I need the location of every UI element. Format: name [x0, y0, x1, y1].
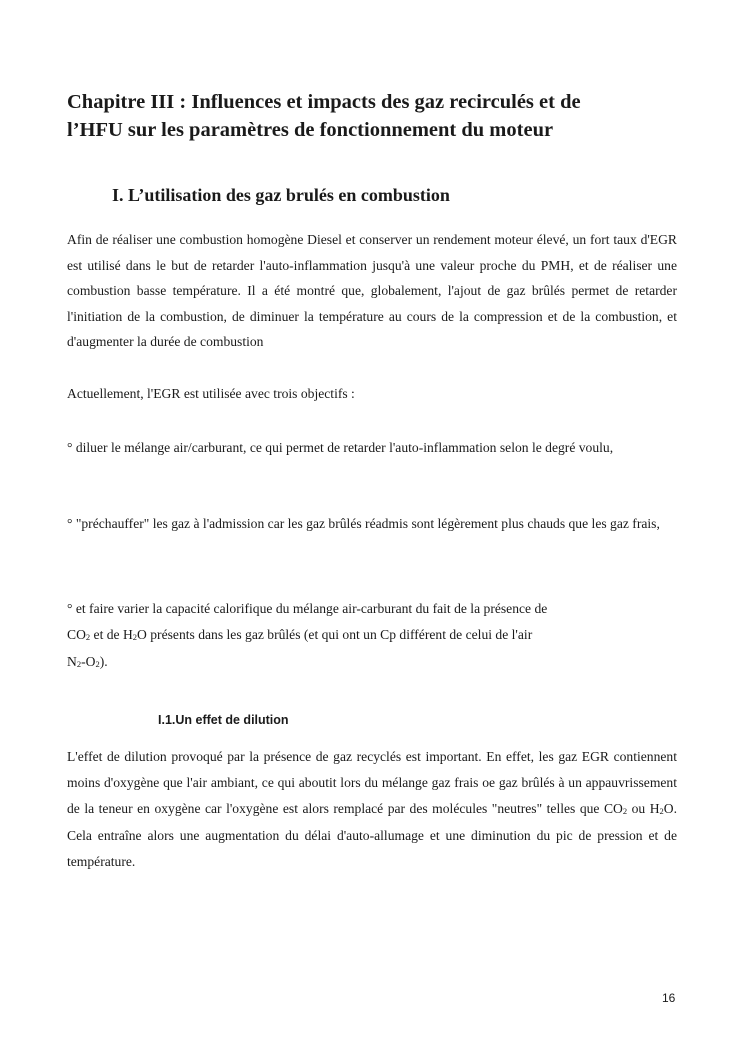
objective-1: ° diluer le mélange air/carburant, ce qui permet de retarder l'auto-inflammation selon le degré voulu, [67, 440, 614, 455]
objective-3-line-1: ° et faire varier la capacité calorifique du mélange air-carburant du fait de la présence de [67, 601, 548, 616]
objectives-lead: Actuellement, l'EGR est utilisée avec trois objectifs : [67, 386, 355, 401]
objective-3-line-3: $N_2-O_2$). [67, 654, 108, 669]
dilution-paragraph: L'effet de dilution provoqué par la présence de gaz recyclés est important. En effet, les gaz EGR contiennent moins d'oxygène que l'air ambiant, ce qui aboutit lors du mélange gaz frais oe gaz brûlés à un appauvrissement de la teneur en oxygène car l'oxygène est alors remplacé par des molécules "neutres" telles que $CO_2$ ou $H_2O$. Cela entraîne alors une augmentation du délai d'auto-allumage et une diminution du pic de pression et de température. [67, 749, 677, 870]
objective-3 [67, 596, 677, 676]
subsection-title: I.1.Un effet de dilution [158, 713, 289, 727]
chapter-title [67, 88, 687, 144]
objective-3-line-2: $CO_2$ et de $H_2O$ présents dans les gaz brûlés (et qui ont un Cp différent de celui de l'air [67, 627, 533, 642]
chapter-title-line-1: Chapitre III : Influences et impacts des gaz recirculés et de [67, 91, 581, 113]
intro-paragraph: Afin de réaliser une combustion homogène Diesel et conserver un rendement moteur élevé, un fort taux d'EGR est utilisé dans le but de retarder l'auto-inflammation jusqu'à une valeur proche du PMH, et de réaliser une combustion basse température. Il a été montré que, globalement, l'ajout de gaz brûlés permet de retarder l'initiation de la combustion, de diminuer la température au cours de la compression et de la combustion, et d'augmenter la durée de combustion [67, 232, 677, 349]
section-title: I. L’utilisation des gaz brulés en combustion [112, 185, 450, 205]
page-number: 16 [662, 991, 676, 1005]
objective-2: ° "préchauffer" les gaz à l'admission car les gaz brûlés réadmis sont légèrement plus chauds que les gaz frais, [67, 516, 660, 531]
chapter-title-line-2: l’HFU sur les paramètres de fonctionnement du moteur [67, 119, 554, 141]
